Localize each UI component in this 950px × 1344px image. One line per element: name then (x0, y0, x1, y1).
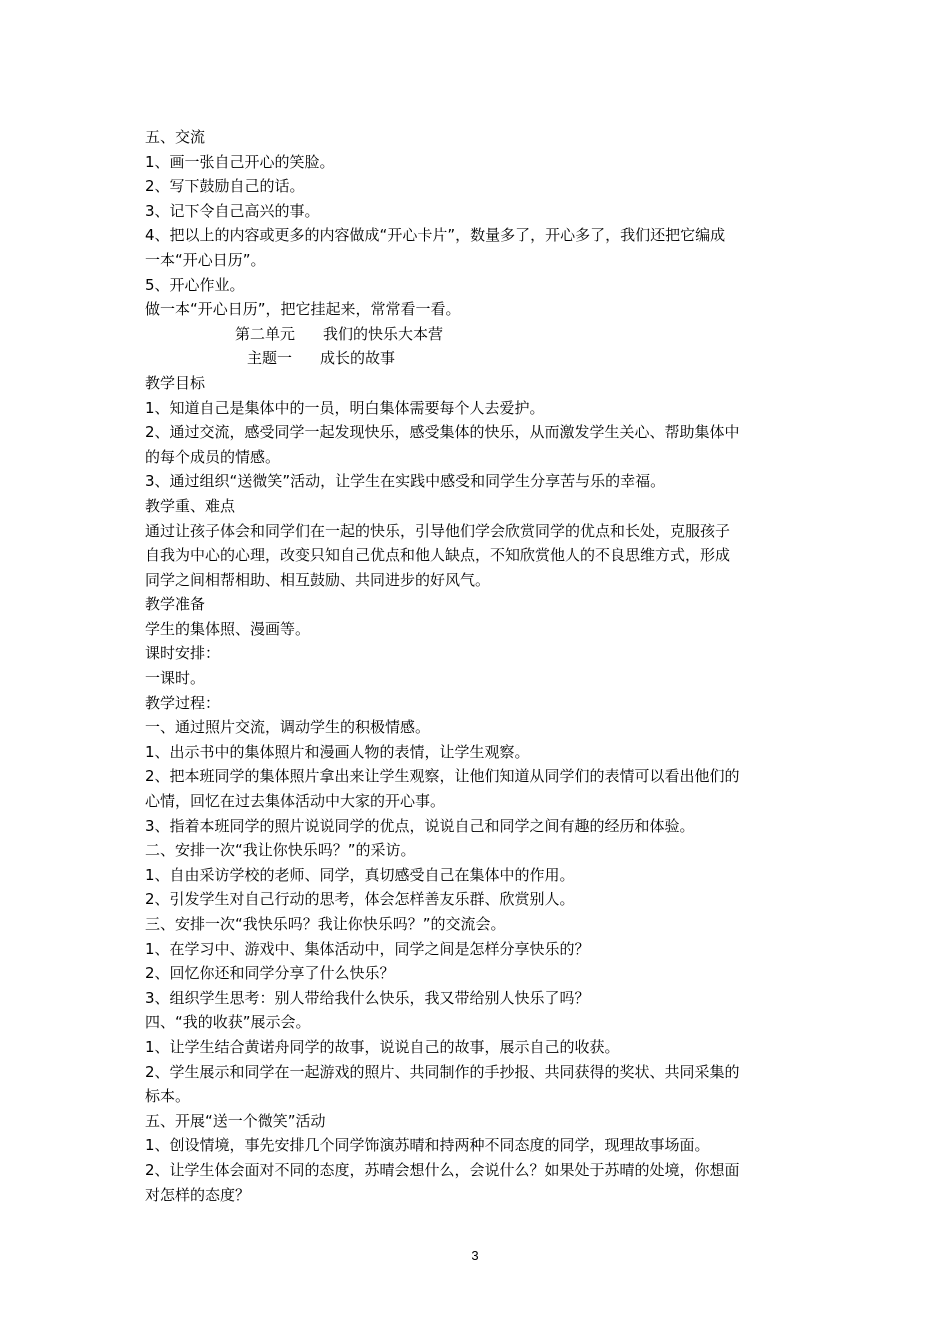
section-heading: 教学过程： (145, 693, 221, 712)
theme-number: 主题一 (247, 349, 293, 368)
text-line: 一课时。 (145, 669, 206, 688)
text-line: 同学之间相帮相助、相互鼓励、共同进步的好风气。 (145, 570, 491, 589)
text-line: 对怎样的态度？ (145, 1185, 251, 1204)
text-line: 心情，回忆在过去集体活动中大家的开心事。 (145, 792, 446, 811)
text-line: 一、通过照片交流，调动学生的积极情感。 (145, 718, 431, 737)
text-line: 2、让学生体会面对不同的态度，苏晴会想什么，会说什么？如果处于苏晴的处境，你想面 (145, 1160, 740, 1179)
text-line: 一本“开心日历”。 (145, 250, 266, 269)
text-line: 自我为中心的心理，改变只知自己优点和他人缺点，不知欣赏他人的不良思维方式，形成 (145, 546, 731, 565)
text-line: 1、在学习中、游戏中、集体活动中，同学之间是怎样分享快乐的？ (145, 939, 590, 958)
text-line: 2、写下鼓励自己的话。 (145, 177, 305, 196)
text-line: 五、开展“送一个微笑”活动 (145, 1111, 326, 1130)
text-line: 1、让学生结合黄诺舟同学的故事，说说自己的故事，展示自己的收获。 (145, 1037, 620, 1056)
text-line: 二、安排一次“我让你快乐吗？”的采访。 (145, 841, 416, 860)
text-line: 2、学生展示和同学在一起游戏的照片、共同制作的手抄报、共同获得的奖状、共同采集的 (145, 1062, 740, 1081)
text-line: 四、“我的收获”展示会。 (145, 1013, 311, 1032)
text-line: 1、知道自己是集体中的一员，明白集体需要每个人去爱护。 (145, 398, 545, 417)
section-heading: 课时安排： (145, 644, 221, 663)
unit-heading (145, 322, 815, 347)
text-line: 标本。 (145, 1087, 191, 1106)
text-line: 五、交流 (145, 128, 206, 146)
text-line: 5、开心作业。 (145, 275, 245, 294)
text-line: 3、通过组织“送微笑”活动，让学生在实践中感受和同学生分享苦与乐的幸福。 (145, 472, 666, 491)
text-line: 1、创设情境，事先安排几个同学饰演苏晴和持两种不同态度的同学，现理故事场面。 (145, 1136, 710, 1155)
unit-number: 第二单元 (235, 324, 296, 343)
section-heading: 教学准备 (145, 595, 206, 614)
text-line: 2、引发学生对自己行动的思考，体会怎样善友乐群、欣赏别人。 (145, 890, 575, 909)
text-line: 做一本“开心日历”，把它挂起来，常常看一看。 (145, 300, 461, 319)
text-line: 的每个成员的情感。 (145, 447, 281, 466)
text-line: 3、记下令自己高兴的事。 (145, 201, 320, 220)
text-line: 4、把以上的内容或更多的内容做成“开心卡片”，数量多了，开心多了，我们还把它编成 (145, 226, 726, 245)
text-line: 通过让孩子体会和同学们在一起的快乐，引导他们学会欣赏同学的优点和长处，克服孩子 (145, 521, 731, 540)
document-body (145, 125, 815, 1207)
page-number: 3 (471, 1248, 479, 1263)
text-line: 1、自由采访学校的老师、同学，真切感受自己在集体中的作用。 (145, 865, 575, 884)
text-line: 1、画一张自己开心的笑脸。 (145, 152, 335, 171)
text-line: 2、通过交流，感受同学一起发现快乐，感受集体的快乐，从而激发学生关心、帮助集体中 (145, 423, 740, 442)
text-line: 1、出示书中的集体照片和漫画人物的表情，让学生观察。 (145, 742, 530, 761)
section-heading: 教学重、难点 (145, 496, 236, 515)
unit-title: 我们的快乐大本营 (323, 324, 444, 343)
theme-title: 成长的故事 (320, 349, 396, 368)
text-line: 2、回忆你还和同学分享了什么快乐？ (145, 964, 395, 983)
text-line: 3、指着本班同学的照片说说同学的优点，说说自己和同学之间有趣的经历和体验。 (145, 816, 695, 835)
theme-heading (145, 346, 815, 371)
text-line: 3、组织学生思考：别人带给我什么快乐，我又带给别人快乐了吗？ (145, 988, 590, 1007)
section-heading: 教学目标 (145, 373, 206, 392)
text-line: 三、安排一次“我快乐吗？我让你快乐吗？”的交流会。 (145, 915, 506, 933)
text-line: 学生的集体照、漫画等。 (145, 619, 311, 638)
text-line: 2、把本班同学的集体照片拿出来让学生观察，让他们知道从同学们的表情可以看出他们的 (145, 767, 740, 786)
